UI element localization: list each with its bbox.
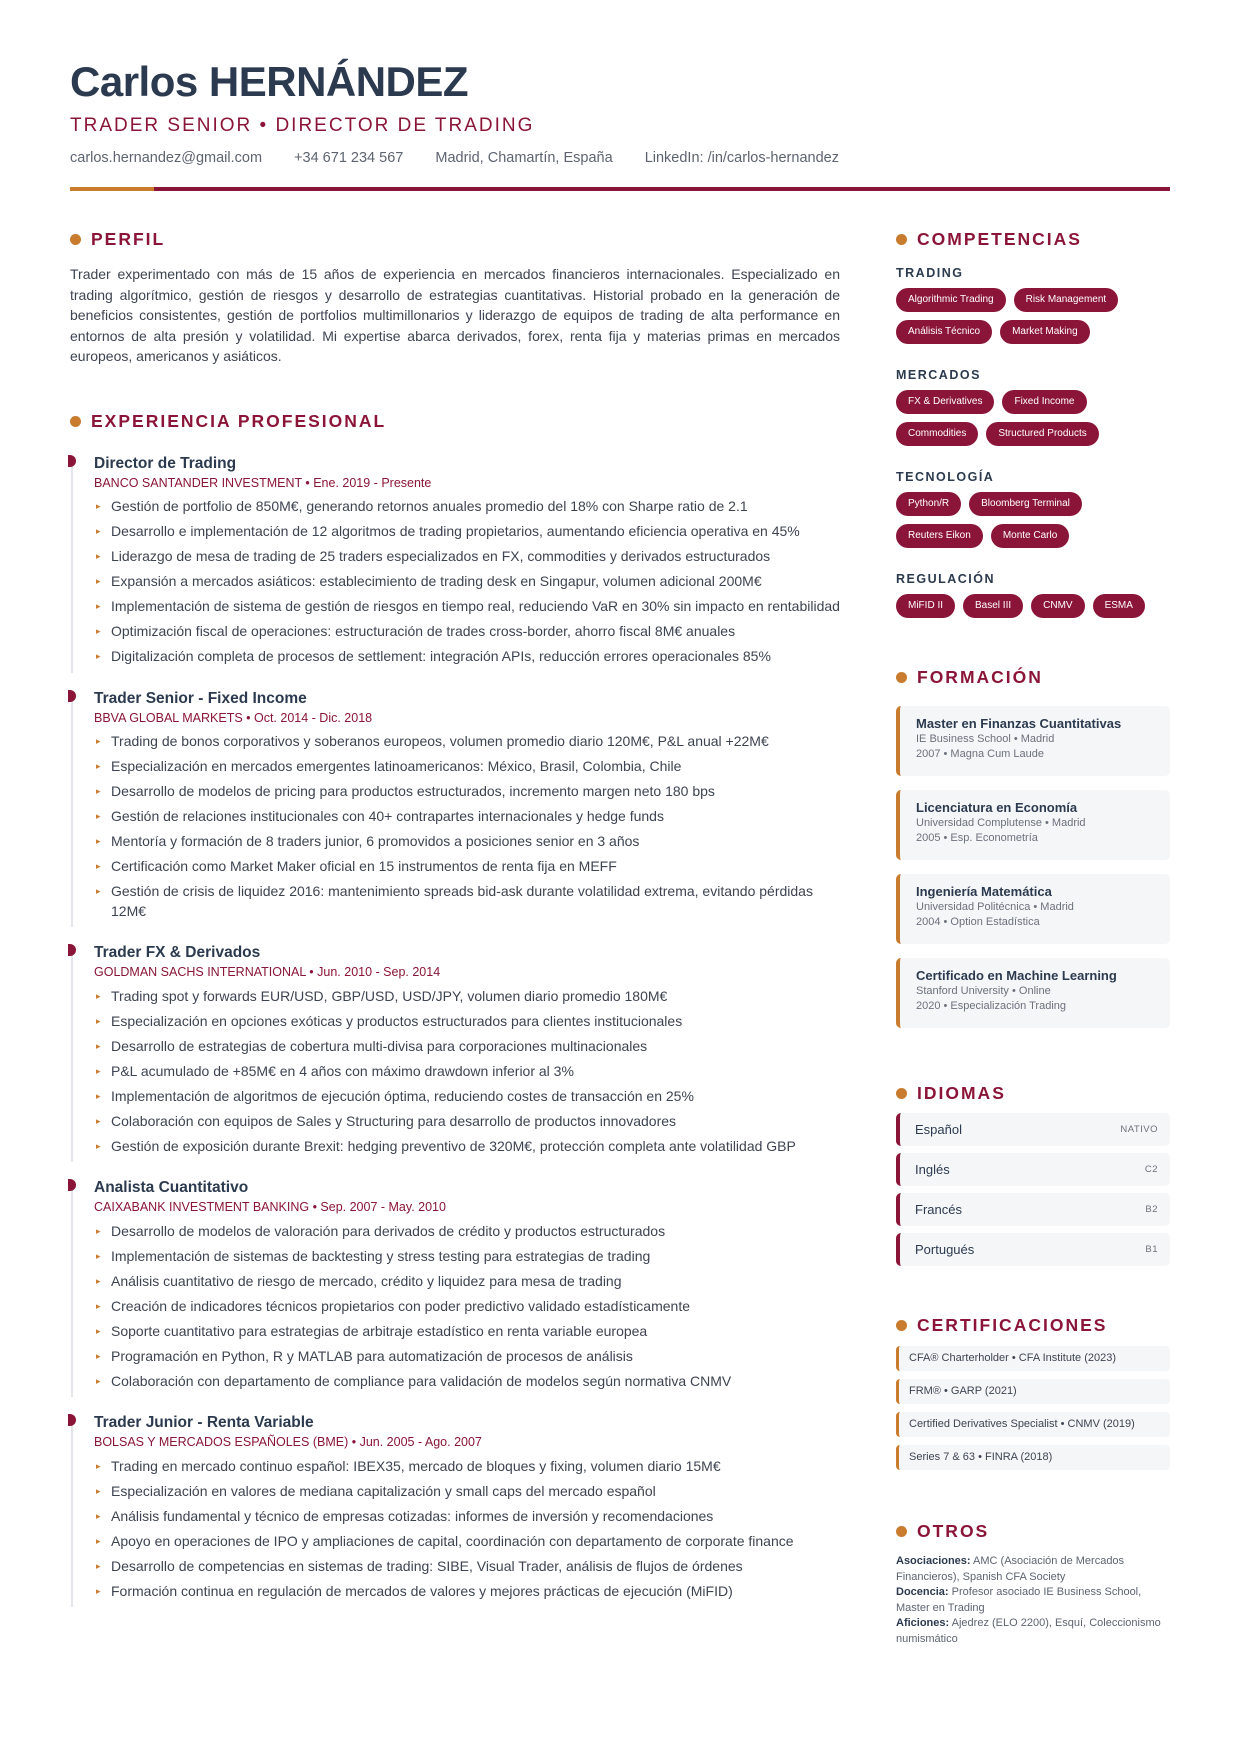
language-name: Español — [915, 1122, 962, 1137]
bullet-dot-icon — [896, 234, 907, 245]
achievement-item: ▸ Formación continua en regulación de mercados de valores y mejores prácticas de ejecución (MiFID) — [94, 1582, 840, 1602]
language-item — [896, 1233, 1170, 1266]
skill-tag: FX & Derivatives — [896, 390, 994, 414]
achievement-item: ▸ Gestión de relaciones institucionales con 40+ contrapartes internacionales y hedge funds — [94, 807, 840, 827]
skill-tag-group — [896, 390, 1170, 454]
achievement-item: ▸ Desarrollo de modelos de pricing para productos estructurados, incremento margen neto 180 bps — [94, 782, 840, 802]
achievement-item: ▸ Trading en mercado continuo español: IBEX35, mercado de bloques y fixing, volumen diario 15M€ — [94, 1457, 840, 1477]
education-school: Stanford University • Online — [916, 985, 1051, 997]
job-entry — [70, 689, 840, 922]
education-card — [896, 706, 1170, 776]
timeline-marker-icon — [68, 944, 76, 956]
timeline-line — [71, 955, 73, 1162]
timeline-line — [71, 466, 73, 673]
contact-phone: +34 671 234 567 — [294, 150, 404, 166]
other-item — [896, 1585, 1170, 1616]
job-company-dates: GOLDMAN SACHS INTERNATIONAL • Jun. 2010 - Sep. 2014 — [94, 965, 441, 979]
timeline-marker-icon — [68, 455, 76, 467]
education-school: IE Business School • Madrid — [916, 733, 1055, 745]
education-degree: Ingeniería Matemática — [916, 884, 1052, 899]
education-heading: FORMACIÓN — [896, 666, 1170, 688]
achievement-item: ▸ Colaboración con departamento de compliance para validación de modelos según normativa CNMV — [94, 1372, 840, 1392]
bullet-dot-icon — [896, 672, 907, 683]
experience-heading: EXPERIENCIA PROFESIONAL — [70, 411, 840, 433]
achievement-item: ▸ P&L acumulado de +85M€ en 4 años con máximo drawdown inferior al 3% — [94, 1062, 840, 1082]
skill-tag: Risk Management — [1014, 288, 1119, 312]
language-level: NATIVO — [1120, 1124, 1158, 1135]
skill-tag: Monte Carlo — [991, 524, 1069, 548]
language-item — [896, 1153, 1170, 1186]
main-column — [70, 228, 840, 1623]
achievement-item: ▸ Trading de bonos corporativos y soberanos europeos, volumen promedio diario 120M€, P&L anual +22M€ — [94, 732, 840, 752]
job-achievements — [94, 1457, 840, 1602]
timeline-marker-icon — [68, 690, 76, 702]
skill-tag-group — [896, 594, 1170, 626]
job-achievements — [94, 732, 840, 921]
skill-tag-group — [896, 288, 1170, 352]
education-detail: 2007 • Magna Cum Laude — [916, 748, 1044, 760]
language-item — [896, 1193, 1170, 1226]
skill-tag: ESMA — [1093, 594, 1145, 618]
achievement-item: ▸ Especialización en valores de mediana capitalización y small caps del mercado español — [94, 1482, 840, 1502]
language-level: C2 — [1144, 1164, 1158, 1175]
job-company-dates: BBVA GLOBAL MARKETS • Oct. 2014 - Dic. 2018 — [94, 710, 373, 725]
skill-tag: Python/R — [896, 492, 961, 516]
bullet-dot-icon — [70, 416, 81, 427]
achievement-item: ▸ Trading spot y forwards EUR/USD, GBP/USD, USD/JPY, volumen diario promedio 180M€ — [94, 987, 840, 1007]
job-entry — [70, 454, 840, 667]
job-title: Analista Cuantitativo — [94, 1179, 249, 1196]
achievement-item: ▸ Implementación de algoritmos de ejecución óptima, reduciendo costes de transacción en 25% — [94, 1087, 840, 1107]
job-title: Director de Trading — [94, 454, 237, 472]
job-company-dates: BOLSAS Y MERCADOS ESPAÑOLES (BME) • Jun. 2005 - Ago. 2007 — [94, 1435, 482, 1449]
achievement-item: ▸ Digitalización completa de procesos de settlement: integración APIs, reducción errores operacionales 85% — [94, 647, 840, 667]
certification-item: Certified Derivatives Specialist • CNMV (2019) — [896, 1412, 1170, 1437]
skill-category-label: MERCADOS — [896, 368, 981, 382]
achievement-item: ▸ Desarrollo e implementación de 12 algoritmos de trading propietarios, aumentando eficiencia operativa en 45% — [94, 522, 840, 542]
skill-tag: Market Making — [1000, 320, 1090, 344]
education-detail: 2020 • Especialización Trading — [916, 1000, 1066, 1012]
other-info — [896, 1554, 1170, 1647]
skill-tag: Commodities — [896, 422, 978, 446]
skill-tag: Bloomberg Terminal — [969, 492, 1082, 516]
skill-tag: Algorithmic Trading — [896, 288, 1006, 312]
other-item — [896, 1554, 1170, 1585]
bullet-dot-icon — [896, 1526, 907, 1537]
achievement-item: ▸ Desarrollo de competencias en sistemas de trading: SIBE, Visual Trader, análisis de flujos de órdenes — [94, 1557, 840, 1577]
achievement-item: ▸ Creación de indicadores técnicos propietarios con poder predictivo validado estadísticamente — [94, 1297, 840, 1317]
job-title: Trader Senior - Fixed Income — [94, 689, 307, 707]
education-detail: 2004 • Option Estadística — [916, 916, 1040, 928]
achievement-item: ▸ Análisis cuantitativo de riesgo de mercado, crédito y liquidez para mesa de trading — [94, 1272, 840, 1292]
job-achievements — [94, 987, 840, 1157]
bullet-dot-icon — [896, 1088, 907, 1099]
other-item-text: AMC (Asociación de Mercados Financieros), Spanish CFA Society — [896, 1555, 1125, 1583]
job-entry — [70, 943, 840, 1156]
timeline-line — [71, 701, 73, 928]
achievement-item: ▸ Desarrollo de estrategias de cobertura multi-divisa para corporaciones multinacionales — [94, 1037, 840, 1057]
sidebar-column — [896, 228, 1170, 1647]
job-title: Trader Junior - Renta Variable — [94, 1414, 314, 1431]
achievement-item: ▸ Liderazgo de mesa de trading de 25 traders especializados en FX, commodities y derivados estructurados — [94, 547, 840, 567]
language-level: B1 — [1145, 1244, 1158, 1255]
contact-linkedin: LinkedIn: /in/carlos-hernandez — [644, 150, 839, 166]
education-school: Universidad Politécnica • Madrid — [916, 901, 1074, 913]
job-company-dates: BANCO SANTANDER INVESTMENT • Ene. 2019 - Presente — [94, 475, 432, 490]
skill-tag: Reuters Eikon — [896, 524, 983, 548]
skill-tag: MiFID II — [896, 594, 955, 618]
contact-email: carlos.hernandez@gmail.com — [70, 150, 263, 166]
skill-tag-group — [896, 492, 1170, 556]
certifications-heading: CERTIFICACIONES — [896, 1314, 1170, 1336]
achievement-item: ▸ Apoyo en operaciones de IPO y ampliaciones de capital, coordinación con departamento de corporate finance — [94, 1532, 840, 1552]
education-degree: Licenciatura en Economía — [916, 800, 1078, 815]
achievement-item: ▸ Implementación de sistemas de backtesting y stress testing para estrategias de trading — [94, 1247, 840, 1267]
languages-heading: IDIOMAS — [896, 1082, 1170, 1104]
certifications-list — [896, 1346, 1170, 1470]
candidate-name: Carlos HERNÁNDEZ — [70, 58, 469, 105]
job-company-dates: CAIXABANK INVESTMENT BANKING • Sep. 2007 - May. 2010 — [94, 1200, 446, 1214]
achievement-item: ▸ Optimización fiscal de operaciones: estructuración de trades cross-border, ahorro fiscal 8M€ anuales — [94, 622, 840, 642]
achievement-item: ▸ Mentoría y formación de 8 traders junior, 6 promovidos a posiciones senior en 3 años — [94, 832, 840, 852]
language-name: Francés — [915, 1202, 962, 1217]
achievement-item: ▸ Especialización en opciones exóticas y productos estructurados para clientes institucionales — [94, 1012, 840, 1032]
language-name: Portugués — [915, 1242, 975, 1257]
education-detail: 2005 • Esp. Econometría — [916, 832, 1038, 844]
achievement-item: ▸ Expansión a mercados asiáticos: establecimiento de trading desk en Singapur, volumen adicional 200M€ — [94, 572, 840, 592]
education-card — [896, 874, 1170, 944]
other-item — [896, 1616, 1170, 1647]
job-achievements — [94, 1222, 840, 1392]
candidate-role: TRADER SENIOR • DIRECTOR DE TRADING — [70, 115, 535, 136]
other-item-label: Asociaciones: — [896, 1555, 971, 1567]
timeline-line — [71, 1190, 73, 1397]
bullet-dot-icon — [896, 1320, 907, 1331]
timeline-line — [71, 1425, 73, 1607]
skills-heading: COMPETENCIAS — [896, 228, 1170, 250]
timeline-marker-icon — [68, 1414, 76, 1426]
language-item — [896, 1113, 1170, 1146]
certification-item: CFA® Charterholder • CFA Institute (2023) — [896, 1346, 1170, 1371]
achievement-item: ▸ Desarrollo de modelos de valoración para derivados de crédito y productos estructurados — [94, 1222, 840, 1242]
job-entry — [70, 1178, 840, 1391]
skill-category-label: TECNOLOGÍA — [896, 470, 995, 484]
achievement-item: ▸ Soporte cuantitativo para estrategias de arbitraje estadístico en renta variable europea — [94, 1322, 840, 1342]
education-degree: Certificado en Machine Learning — [916, 968, 1117, 983]
skill-tag: Basel III — [963, 594, 1023, 618]
achievement-item: ▸ Implementación de sistema de gestión de riesgos en tiempo real, reduciendo VaR en 30% sin impacto en rentabilidad — [94, 597, 840, 617]
skill-tag: Análisis Técnico — [896, 320, 992, 344]
education-list — [896, 706, 1170, 1028]
achievement-item: ▸ Colaboración con equipos de Sales y Structuring para desarrollo de productos innovadores — [94, 1112, 840, 1132]
language-level: B2 — [1145, 1204, 1158, 1215]
education-degree: Master en Finanzas Cuantitativas — [916, 716, 1122, 731]
timeline-marker-icon — [68, 1179, 76, 1191]
header-divider — [70, 187, 1170, 191]
skill-tag: CNMV — [1031, 594, 1084, 618]
experience-list — [70, 454, 840, 1602]
certification-item: Series 7 & 63 • FINRA (2018) — [896, 1445, 1170, 1470]
other-heading: OTROS — [896, 1520, 1170, 1542]
achievement-item: ▸ Certificación como Market Maker oficial en 15 instrumentos de renta fija en MEFF — [94, 857, 840, 877]
education-card — [896, 958, 1170, 1028]
achievement-item: ▸ Gestión de portfolio de 850M€, generando retornos anuales promedio del 18% con Sharpe ratio de 2.1 — [94, 497, 840, 517]
achievement-item: ▸ Análisis fundamental y técnico de empresas cotizadas: informes de inversión y recomendaciones — [94, 1507, 840, 1527]
certification-item: FRM® • GARP (2021) — [896, 1379, 1170, 1404]
achievement-item: ▸ Especialización en mercados emergentes latinoamericanos: México, Brasil, Colombia, Chile — [94, 757, 840, 777]
education-school: Universidad Complutense • Madrid — [916, 817, 1086, 829]
languages-list — [896, 1113, 1170, 1266]
other-item-text: Ajedrez (ELO 2200), Esquí, Coleccionismo numismático — [896, 1617, 1161, 1645]
other-item-text: Profesor asociado IE Business School, Master en Trading — [896, 1586, 1142, 1614]
profile-heading: PERFIL — [70, 228, 840, 250]
other-item-label: Aficiones: — [896, 1617, 950, 1629]
skill-tag: Fixed Income — [1002, 390, 1086, 414]
skill-tag: Structured Products — [986, 422, 1098, 446]
achievement-item: ▸ Gestión de exposición durante Brexit: hedging preventivo de 320M€, protección completa ante volatilidad GBP — [94, 1137, 840, 1157]
skills-list — [896, 266, 1170, 626]
profile-summary: Trader experimentado con más de 15 años de experiencia en mercados financieros internacionales. Especializado en trading algorítmico, gestión de riesgos y desarrollo de estrategias cuantitativas. Historial probado en la generación de beneficios consistentes, gestión de portfolios multimillonarios y liderazgo de equipos de trading de alta performance en entornos de alta presión y volatilidad. Mi expertise abarca derivados, forex, renta fija y materias primas en mercados europeos, americanos y asiáticos. — [70, 266, 840, 364]
contact-info — [70, 150, 867, 166]
language-name: Inglés — [915, 1162, 950, 1177]
other-item-label: Docencia: — [896, 1586, 949, 1598]
skill-category-label: TRADING — [896, 266, 964, 280]
bullet-dot-icon — [70, 234, 81, 245]
education-card — [896, 790, 1170, 860]
skill-category-label: REGULACIÓN — [896, 572, 996, 586]
job-title: Trader FX & Derivados — [94, 944, 261, 961]
achievement-item: ▸ Programación en Python, R y MATLAB para automatización de procesos de análisis — [94, 1347, 840, 1367]
contact-location: Madrid, Chamartín, España — [435, 150, 613, 166]
achievement-item: ▸ Gestión de crisis de liquidez 2016: mantenimiento spreads bid-ask durante volatilidad extrema, evitando pérdidas 12M€ — [94, 882, 840, 921]
job-achievements — [94, 497, 840, 667]
job-entry — [70, 1413, 840, 1601]
